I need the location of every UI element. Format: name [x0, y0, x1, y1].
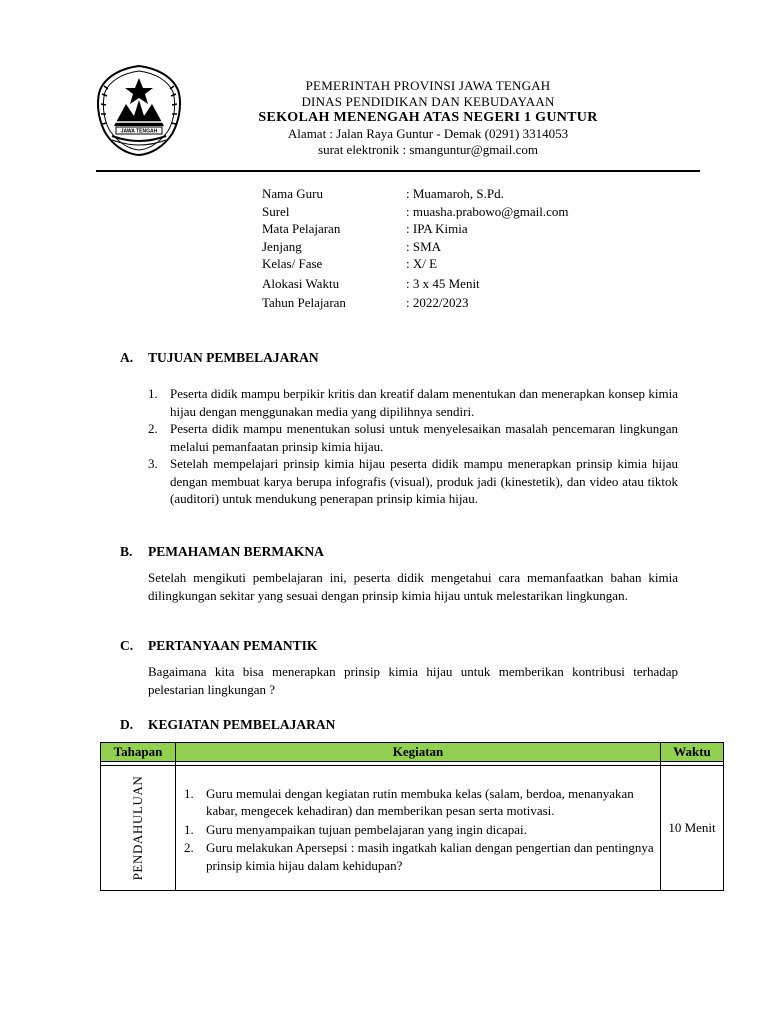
identity-value: : SMA	[406, 238, 442, 254]
letterhead	[200, 78, 656, 158]
list-text: Guru menyampaikan tujuan pembelajaran yang ingin dicapai.	[206, 821, 527, 837]
identity-value: : 3 x 45 Menit	[406, 276, 480, 291]
activities-table	[100, 742, 724, 891]
list-number: 1.	[184, 785, 194, 801]
identity-label: Alokasi Waktu	[262, 276, 340, 291]
section-title: TUJUAN PEMBELAJARAN	[148, 350, 319, 365]
list-item	[184, 839, 654, 874]
tahapan-cell	[101, 766, 176, 891]
section-a-heading	[120, 350, 319, 366]
identity-label: Surel	[262, 203, 290, 219]
list-item	[148, 420, 678, 455]
section-title: KEGIATAN PEMBELAJARAN	[148, 717, 336, 732]
section-title: PERTANYAAN PEMANTIK	[148, 638, 318, 653]
letterhead-agency: DINAS PENDIDIKAN DAN KEBUDAYAAN	[301, 94, 555, 109]
section-letter: D.	[120, 717, 134, 732]
identity-label: Nama Guru	[262, 186, 324, 201]
identity-label: Jenjang	[262, 238, 302, 254]
table-header-row	[101, 743, 724, 762]
tahapan-label: PENDAHULUAN	[130, 775, 145, 881]
letterhead-address: Alamat : Jalan Raya Guntur - Demak (0291) 3314053	[287, 126, 569, 141]
list-number: 3.	[148, 456, 158, 471]
identity-label: Tahun Pelajaran	[262, 295, 346, 310]
letterhead-email: surat elektronik : smanguntur@gmail.com	[318, 142, 538, 157]
identity-value: : X/ E	[406, 256, 438, 271]
column-header-kegiatan: Kegiatan	[176, 743, 661, 762]
section-c-text: Bagaimana kita bisa menerapkan prinsip kimia hijau untuk memberikan kontribusi terhadap pelestarian lingkungan ?	[148, 664, 678, 697]
list-number: 1.	[184, 821, 194, 837]
list-number: 1.	[148, 386, 158, 401]
learning-objectives-list	[148, 385, 678, 508]
section-b-text: Setelah mengikuti pembelajaran ini, peserta didik mengetahui cara memanfaatkan bahan kimia dilingkungan sekitar yang sesuai dengan prinsip kimia hijau untuk melestarikan lingkungan.	[148, 570, 678, 603]
section-c-heading	[120, 638, 317, 654]
identity-value: : muasha.prabowo@gmail.com	[406, 203, 569, 219]
list-text: Peserta didik mampu menentukan solusi untuk menyelesaikan masalah pencemaran lingkungan melalui pemanfaatan prinsip kimia hijau.	[170, 421, 678, 454]
letterhead-divider	[96, 170, 700, 172]
list-text: Peserta didik mampu berpikir kritis dan kreatif dalam menentukan dan menerapkan konsep kimia hijau dengan menggunakan media yang dipilihnya sendiri.	[170, 386, 678, 419]
section-letter: B.	[120, 544, 133, 559]
logo-banner-text: JAWA TENGAH	[120, 128, 158, 135]
section-title: PEMAHAMAN BERMAKNA	[148, 544, 324, 559]
identity-value: : IPA Kimia	[406, 221, 468, 236]
list-text: Setelah mempelajari prinsip kimia hijau peserta didik mampu menerapkan prinsip kimia hijau dengan membuat karya berupa infografis (visual), produk jadi (kinestetik), dan video atau tiktok (auditori) untuk mendukung penerapan prinsip kimia hijau.	[170, 456, 678, 506]
list-number: 2.	[148, 421, 158, 436]
identity-value: : Muamaroh, S.Pd.	[406, 186, 504, 201]
list-item	[184, 785, 654, 820]
identity-value: : 2022/2023	[406, 295, 469, 310]
kegiatan-cell	[176, 766, 661, 891]
waktu-cell: 10 Menit	[661, 766, 724, 891]
section-letter: A.	[120, 350, 134, 365]
list-number: 2.	[184, 840, 194, 856]
section-b-heading	[120, 544, 324, 560]
list-text: Guru melakukan Apersepsi : masih ingatkah kalian dengan pengertian dan pentingnya prinsip kimia hijau dalam kehidupan?	[206, 840, 654, 873]
list-item	[184, 821, 654, 839]
list-item	[148, 385, 678, 420]
section-letter: C.	[120, 638, 134, 653]
letterhead-government: PEMERINTAH PROVINSI JAWA TENGAH	[305, 78, 551, 93]
column-header-waktu: Waktu	[661, 743, 724, 762]
section-d-heading	[120, 717, 335, 733]
column-header-tahapan: Tahapan	[101, 743, 176, 762]
table-row	[101, 766, 724, 891]
province-crest-logo	[96, 64, 182, 156]
letterhead-school-name: SEKOLAH MENENGAH ATAS NEGERI 1 GUNTUR	[258, 110, 598, 125]
list-item	[148, 455, 678, 508]
identity-label: Mata Pelajaran	[262, 221, 341, 236]
identity-label: Kelas/ Fase	[262, 256, 323, 271]
list-text: Guru memulai dengan kegiatan rutin membuka kelas (salam, berdoa, menanyakan kabar, mengecek kehadiran) dan memberikan pesan serta motivasi.	[206, 785, 634, 819]
